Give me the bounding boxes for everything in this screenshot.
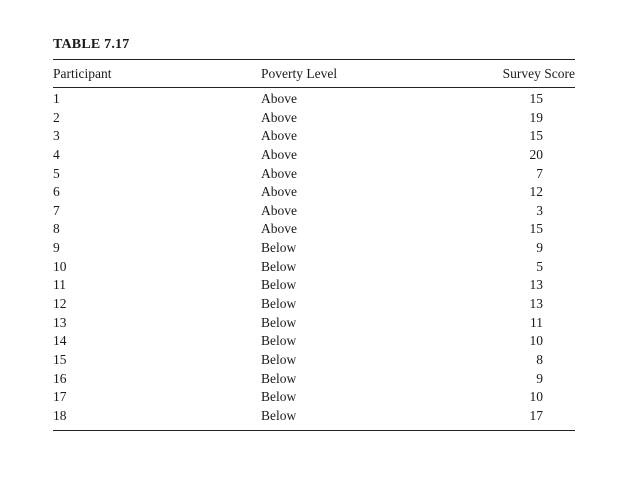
cell-poverty-level: Above	[261, 221, 297, 237]
cell-poverty-level: Below	[261, 370, 297, 386]
table-row	[53, 258, 575, 277]
cell-survey-score: 10	[529, 389, 543, 405]
cell-survey-score: 15	[529, 128, 543, 144]
cell-survey-score: 9	[536, 240, 543, 256]
cell-participant: 18	[53, 407, 67, 423]
table-row	[53, 370, 575, 389]
table-row	[53, 276, 575, 295]
cell-participant: 11	[53, 277, 66, 293]
cell-poverty-level: Above	[261, 128, 297, 144]
cell-participant: 6	[53, 184, 60, 200]
cell-survey-score: 3	[536, 202, 543, 218]
cell-participant: 17	[53, 389, 67, 405]
table-row	[53, 220, 575, 239]
cell-survey-score: 15	[529, 221, 543, 237]
cell-participant: 13	[53, 314, 67, 330]
cell-poverty-level: Below	[261, 314, 297, 330]
cell-survey-score: 9	[536, 370, 543, 386]
header-poverty-level: Poverty Level	[261, 66, 338, 81]
cell-survey-score: 11	[530, 314, 543, 330]
cell-poverty-level: Above	[261, 202, 297, 218]
cell-poverty-level: Below	[261, 407, 297, 423]
table-row	[53, 332, 575, 351]
cell-survey-score: 12	[529, 184, 543, 200]
cell-poverty-level: Below	[261, 277, 297, 293]
cell-participant: 15	[53, 351, 67, 367]
header-participant: Participant	[53, 66, 112, 81]
cell-participant: 2	[53, 109, 60, 125]
cell-survey-score: 13	[529, 277, 543, 293]
cell-participant: 1	[53, 91, 60, 106]
cell-participant: 5	[53, 165, 60, 181]
table-title: TABLE 7.17	[53, 37, 130, 52]
header-survey-score: Survey Score	[502, 66, 575, 81]
cell-poverty-level: Below	[261, 258, 297, 274]
table-row	[53, 127, 575, 146]
cell-poverty-level: Below	[261, 389, 297, 405]
table-header-row	[53, 60, 575, 87]
table-row	[53, 202, 575, 221]
cell-participant: 3	[53, 128, 60, 144]
cell-survey-score: 17	[529, 407, 543, 423]
cell-survey-score: 19	[529, 109, 543, 125]
table-row	[53, 351, 575, 370]
cell-participant: 4	[53, 146, 60, 162]
cell-poverty-level: Above	[261, 146, 297, 162]
cell-participant: 14	[53, 333, 67, 349]
bottom-rule	[53, 430, 575, 431]
table-row	[53, 388, 575, 407]
cell-participant: 8	[53, 221, 60, 237]
cell-poverty-level: Above	[261, 165, 297, 181]
cell-participant: 9	[53, 240, 60, 256]
cell-poverty-level: Above	[261, 109, 297, 125]
cell-poverty-level: Below	[261, 240, 297, 256]
cell-poverty-level: Above	[261, 184, 297, 200]
cell-participant: 10	[53, 258, 67, 274]
cell-survey-score: 15	[529, 91, 543, 106]
table-document	[53, 36, 575, 431]
cell-survey-score: 20	[529, 146, 543, 162]
cell-poverty-level: Above	[261, 91, 297, 106]
table-body	[53, 88, 575, 426]
cell-poverty-level: Below	[261, 351, 297, 367]
table-row	[53, 165, 575, 184]
cell-survey-score: 5	[536, 258, 543, 274]
table-row	[53, 90, 575, 109]
cell-participant: 16	[53, 370, 67, 386]
cell-survey-score: 8	[536, 351, 543, 367]
cell-poverty-level: Below	[261, 296, 297, 312]
cell-participant: 7	[53, 202, 60, 218]
table-row	[53, 109, 575, 128]
table-row	[53, 407, 575, 426]
cell-survey-score: 10	[529, 333, 543, 349]
cell-survey-score: 7	[536, 165, 543, 181]
table-row	[53, 146, 575, 165]
table-row	[53, 295, 575, 314]
cell-participant: 12	[53, 296, 67, 312]
cell-survey-score: 13	[529, 296, 543, 312]
table-row	[53, 239, 575, 258]
table-row	[53, 314, 575, 333]
cell-poverty-level: Below	[261, 333, 297, 349]
table-row	[53, 183, 575, 202]
